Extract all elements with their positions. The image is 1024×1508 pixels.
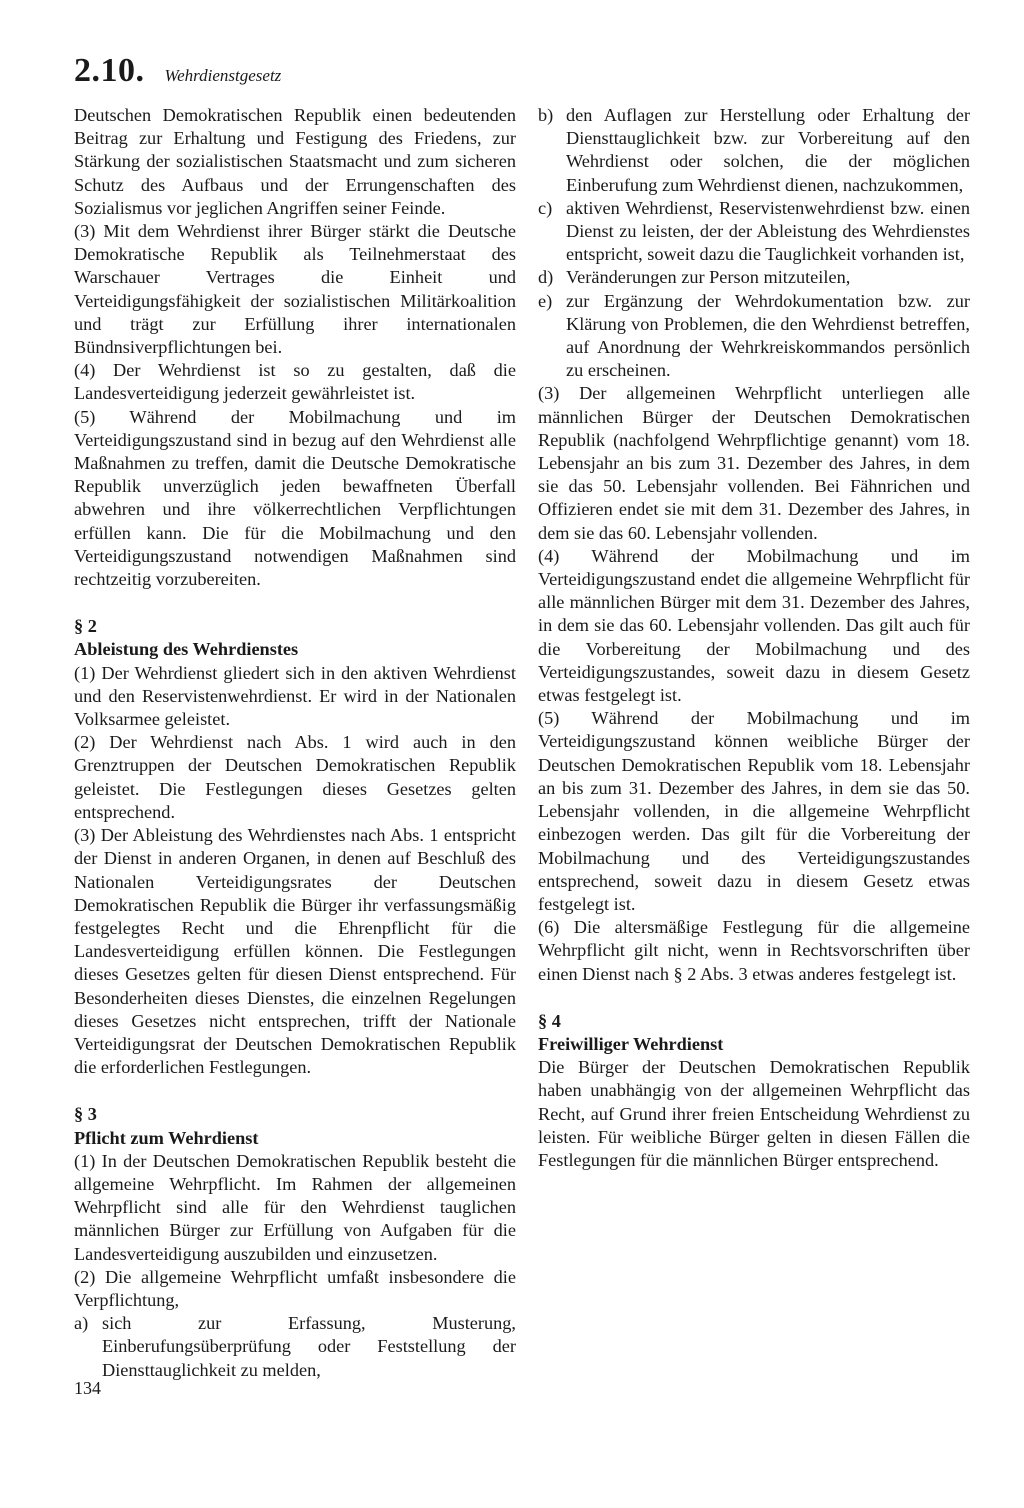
left-column xyxy=(74,104,516,1382)
paragraph: Die Bürger der Deutschen Demokratischen Republik haben unabhängig von der allgemeinen Wehrpflicht das Recht, auf Grund ihrer freien Entscheidung Wehrdienst zu leisten. Für weibliche Bürger gelten in diesen Fällen die Festlegungen für die männlichen Bürger entsprechend. xyxy=(538,1057,970,1170)
paragraph: (3) Mit dem Wehrdienst ihrer Bürger stärkt die Deutsche Demokratische Republik als Teilnehmerstaat des Warschauer Vertrages die Einheit und Verteidigungsfähigkeit der sozialistischen Militärkoalition und trägt zur Erfüllung ihrer internationalen Bündnsiverpflichtungen bei. xyxy=(74,221,516,358)
section-symbol: § 4 xyxy=(538,1010,561,1031)
list-item-text: sich zur Erfassung, Musterung, Einberufungsüberprüfung oder Feststellung der Diensttauglichkeit zu melden, xyxy=(102,1313,516,1380)
section-heading: Ableistung des Wehrdienstes xyxy=(74,639,299,660)
paragraph: (5) Während der Mobilmachung und im Verteidigungszustand können weibliche Bürger der Deutschen Demokratischen Republik vom 18. Lebensjahr an bis zum 31. Dezember des Jahres, in dem sie das 50. Lebensjahr vollenden, in die allgemeine Wehrpflicht einbezogen werden. Das gilt für die Vorbereitung der Mobilmachung und des Verteidigungszustandes entsprechend, soweit dazu in diesem Gesetz etwas festgelegt ist. xyxy=(538,708,970,914)
section-title: Wehrdienstgesetz xyxy=(164,66,282,85)
section-symbol: § 2 xyxy=(74,616,97,637)
page-number: 134 xyxy=(74,1378,101,1398)
section-heading: Pflicht zum Wehrdienst xyxy=(74,1127,259,1148)
paragraph: (2) Die allgemeine Wehrpflicht umfaßt insbesondere die Verpflichtung, xyxy=(74,1266,516,1310)
list-item-label: a) xyxy=(74,1313,89,1334)
list-item-text: aktiven Wehrdienst, Reservistenwehrdienst bzw. einen Dienst zu leisten, der der Ableistung des Wehrdienstes entspricht, soweit dazu die Tauglichkeit vorhanden ist, xyxy=(566,197,970,265)
section-number: 2.10. xyxy=(74,52,145,89)
list-item-text: Veränderungen zur Person mitzuteilen, xyxy=(566,267,851,288)
paragraph: (1) Der Wehrdienst gliedert sich in den aktiven Wehrdienst und den Reservistenwehrdienst. Er wird in der Nationalen Volksarmee geleistet. xyxy=(74,662,516,730)
paragraph: (1) In der Deutschen Demokratischen Republik besteht die allgemeine Wehrpflicht. Im Rahmen der allgemeinen Wehrpflicht sind alle für den Wehrdienst tauglichen männlichen Bürger zur Erfüllung von Aufgaben für die Landesverteidigung auszubilden und einzusetzen. xyxy=(74,1150,516,1264)
list-item xyxy=(74,1312,516,1382)
paragraph: (3) Der allgemeinen Wehrpflicht unterliegen alle männlichen Bürger der Deutschen Demokratischen Republik (nachfolgend Wehrpflichtige genannt) vom 18. Lebensjahr an bis zum 31. Dezember des Jahres, in dem sie das 50. Lebensjahr vollenden. Bei Fähnrichen und Offizieren endet sie mit dem 31. Dezember des Jahres, in dem sie das 60. Lebensjahr vollenden. xyxy=(538,383,970,543)
running-header xyxy=(74,52,281,90)
paragraph: (3) Der Ableistung des Wehrdienstes nach Abs. 1 entspricht der Dienst in anderen Organen, in denen auf Beschluß des Nationalen Verteidigungsrates der Deutschen Demokratischen Republik die Bürger ihr verfassungsmäßig festgelegtes Recht und die Ehrenpflicht für die Landesverteidigung erfüllen können. Die Festlegungen dieses Gesetzes gelten für diesen Dienst entsprechend. Für Besonderheiten dieses Dienstes, die einzelnen Regelungen dieses Gesetzes nicht entsprechen, trifft der Nationale Verteidigungsrat der Deutschen Demokratischen Republik die erforderlichen Festlegungen. xyxy=(74,825,516,1078)
paragraph: (2) Der Wehrdienst nach Abs. 1 wird auch in den Grenztruppen der Deutschen Demokratischen Republik geleistet. Die Festlegungen dieses Gesetzes gelten entsprechend. xyxy=(74,732,516,822)
section-heading: Freiwilliger Wehrdienst xyxy=(538,1033,724,1054)
list-item xyxy=(538,197,970,267)
paragraph: Deutschen Demokratischen Republik einen bedeutenden Beitrag zur Erhaltung und Festigung des Friedens, zur Stärkung der sozialistischen Staatsmacht und zum sicheren Schutz des Aufbaus und der Errungenschaften des Sozialismus vor jeglichen Angriffen seiner Feinde. xyxy=(74,105,516,218)
section-symbol: § 3 xyxy=(74,1104,97,1125)
paragraph: (5) Während der Mobilmachung und im Verteidigungszustand sind in bezug auf den Wehrdienst alle Maßnahmen zu treffen, damit die Deutsche Demokratische Republik unverzüglich jeden bewaffneten Überfall abwehren und ihre völkerrechtlichen Verpflichtungen erfüllen kann. Die für die Mobilmachung und den Verteidigungszustand notwendigen Maßnahmen sind rechtzeitig vorzubereiten. xyxy=(74,406,516,590)
paragraph: (4) Der Wehrdienst ist so zu gestalten, daß die Landesverteidigung jederzeit gewährleistet ist. xyxy=(74,360,516,404)
list-item-text: zur Ergänzung der Wehrdokumentation bzw. zur Klärung von Problemen, die den Wehrdienst betreffen, auf Anordnung der Wehrkreiskommandos persönlich zu erscheinen. xyxy=(566,290,970,381)
list-item-label: e) xyxy=(538,290,553,311)
list-item-label: c) xyxy=(538,197,553,218)
right-column xyxy=(538,104,970,1172)
list-item xyxy=(538,290,970,383)
paragraph: (6) Die altersmäßige Festlegung für die allgemeine Wehrpflicht gilt nicht, wenn in Rechtsvorschriften über einen Dienst nach § 2 Abs. 3 etwas anderes festgelegt ist. xyxy=(538,917,970,984)
list-item-text: den Auflagen zur Herstellung oder Erhaltung der Diensttauglichkeit bzw. zur Vorbereitung auf den Wehrdienst oder solchen, die der möglichen Einberufung zum Wehrdienst dienen, nachzukommen, xyxy=(566,105,970,195)
list-item-label: d) xyxy=(538,267,554,288)
paragraph: (4) Während der Mobilmachung und im Verteidigungszustand endet die allgemeine Wehrpflicht für alle männlichen Bürger mit dem 31. Dezember des Jahres, in dem sie das 60. Lebensjahr vollenden. Das gilt auch für die Vorbereitung der Mobilmachung und des Verteidigungszustandes, soweit dazu in diesem Gesetz etwas festgelegt ist. xyxy=(538,545,970,706)
list-item-label: b) xyxy=(538,105,554,125)
list-item xyxy=(538,104,970,197)
list-item xyxy=(538,266,970,289)
